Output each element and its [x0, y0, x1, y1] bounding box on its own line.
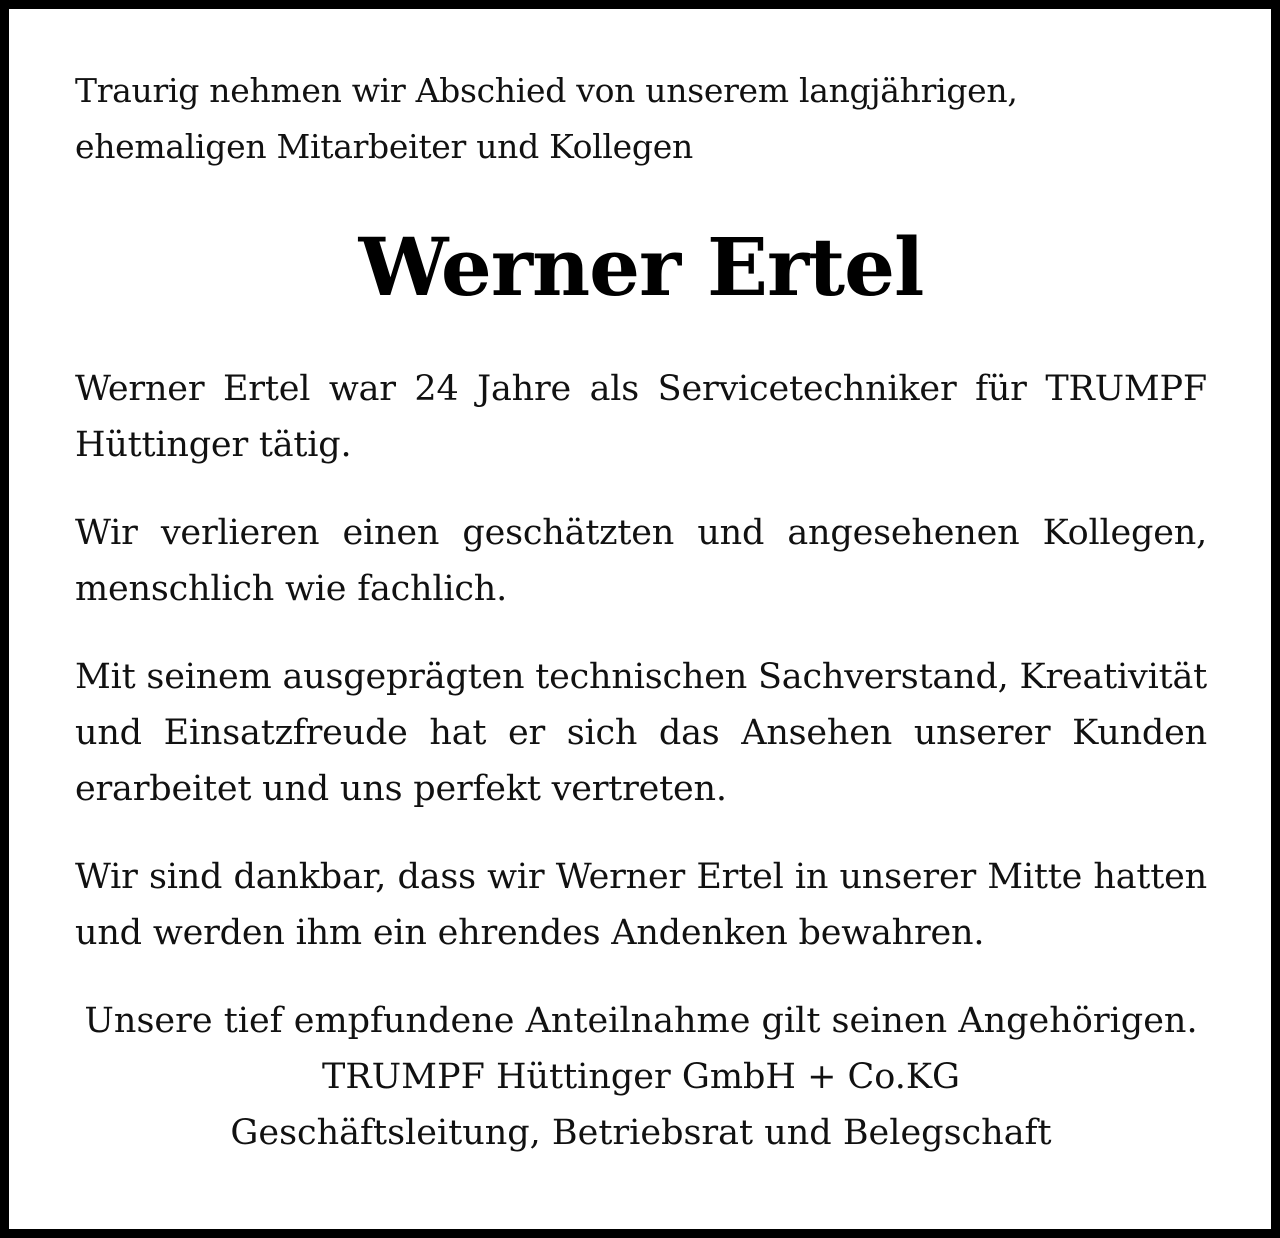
- closing-block: [75, 993, 1207, 1161]
- condolence-line: Unsere tief empfundene Anteilnahme gilt seinen Angehörigen.: [84, 1001, 1198, 1041]
- intro-text: Traurig nehmen wir Abschied von unserem langjährigen, ehemaligen Mitarbeiter und Kollegen: [75, 71, 1018, 166]
- paragraph-expertise: Mit seinem ausgeprägten technischen Sachverstand, Kreativität und Einsatzfreude hat er sich das Ansehen unserer Kunden erarbeitet und uns perfekt vertreten.: [75, 657, 1207, 809]
- paragraph-gratitude: Wir sind dankbar, dass wir Werner Ertel in unserer Mitte hatten und werden ihm ein ehrendes Andenken bewahren.: [75, 857, 1207, 953]
- signatories-line: Geschäftsleitung, Betriebsrat und Belegschaft: [230, 1113, 1052, 1153]
- paragraph-service: Werner Ertel war 24 Jahre als Servicetechniker für TRUMPF Hüttinger tätig.: [75, 369, 1207, 465]
- deceased-name: Werner Ertel: [358, 220, 924, 314]
- paragraph-loss: Wir verlieren einen geschätzten und angesehenen Kollegen, menschlich wie fachlich.: [75, 513, 1207, 609]
- company-name: TRUMPF Hüttinger GmbH + Co.KG: [321, 1057, 960, 1097]
